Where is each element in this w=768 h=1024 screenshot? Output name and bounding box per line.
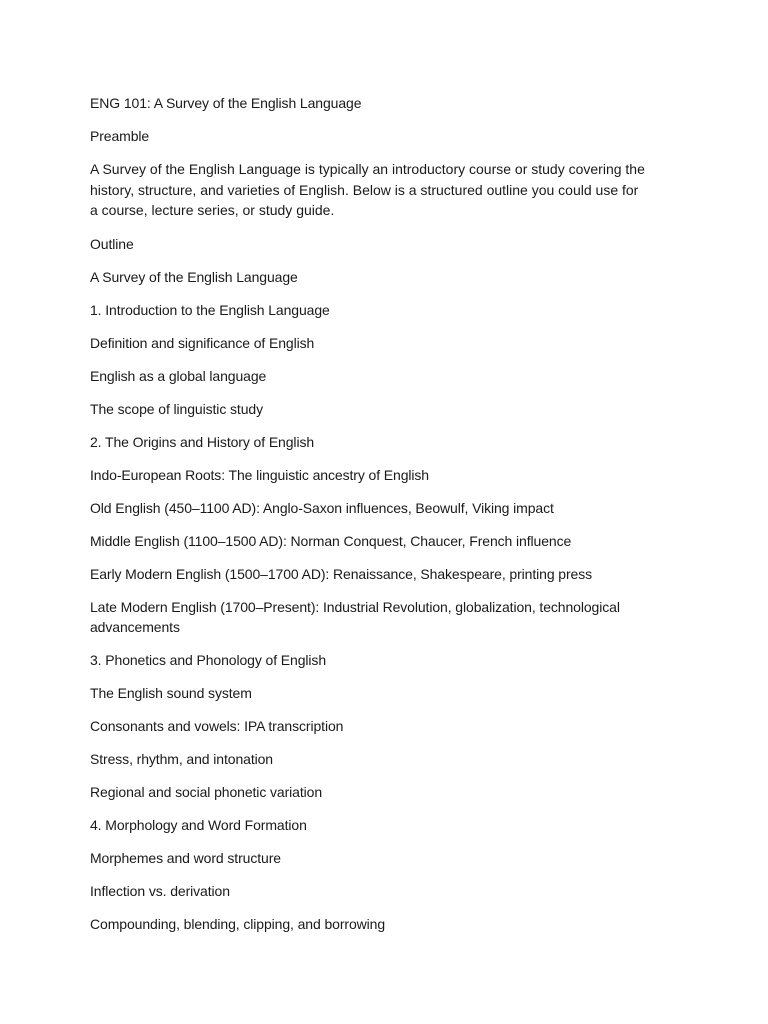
section-heading: 4. Morphology and Word Formation [90,816,307,833]
list-item: Compounding, blending, clipping, and borrowing [90,915,386,932]
outline-heading: Outline [90,235,134,252]
list-item: Middle English (1100–1500 AD): Norman Conquest, Chaucer, French influence [90,532,572,549]
list-item: Morphemes and word structure [90,849,281,866]
document-body [90,93,650,947]
list-item: Inflection vs. derivation [90,882,230,899]
outline-title: A Survey of the English Language [90,268,298,285]
list-item: Old English (450–1100 AD): Anglo-Saxon influences, Beowulf, Viking impact [90,499,554,516]
list-item: Indo-European Roots: The linguistic ancestry of English [90,466,429,483]
list-item: Definition and significance of English [90,334,315,351]
document-title: ENG 101: A Survey of the English Language [90,95,362,111]
list-item: The scope of linguistic study [90,400,263,417]
list-item: Regional and social phonetic variation [90,783,323,800]
list-item: Consonants and vowels: IPA transcription [90,717,344,734]
section-heading: 1. Introduction to the English Language [90,301,330,318]
section-heading: 2. The Origins and History of English [90,433,315,450]
list-item: English as a global language [90,367,267,384]
preamble-heading: Preamble [90,128,150,144]
list-item: Stress, rhythm, and intonation [90,750,273,767]
list-item: The English sound system [90,684,252,701]
list-item: Early Modern English (1500–1700 AD): Renaissance, Shakespeare, printing press [90,565,593,582]
preamble-text: A Survey of the English Language is typically an introductory course or study covering the history, structure, and varieties of English. Below is a structured outline you could use for a course, lecture series, or study guide. [90,161,645,218]
list-item: Late Modern English (1700–Present): Industrial Revolution, globalization, technological advancements [90,598,620,635]
section-heading: 3. Phonetics and Phonology of English [90,651,327,668]
